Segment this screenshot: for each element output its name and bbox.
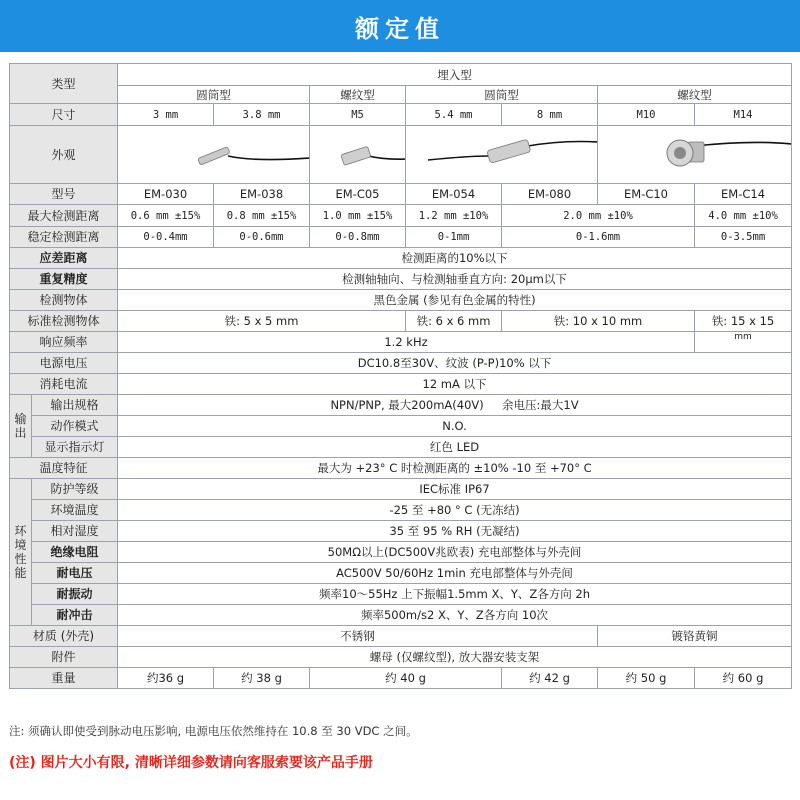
std-object-unit: mm (695, 332, 792, 353)
std-object-label: 标准检测物体 (10, 311, 118, 332)
size-cell: 5.4 mm (406, 104, 502, 126)
size-cell: M5 (310, 104, 406, 126)
thread-sensor-icon (312, 126, 406, 180)
output-spec-label: 输出规格 (32, 395, 118, 416)
std-object-cell: 铁: 10 x 10 mm (502, 311, 695, 332)
weight-cell: 约 60 g (695, 668, 792, 689)
sensor-image-c10-c14 (598, 126, 792, 184)
current-value: 12 mA 以下 (118, 374, 792, 395)
std-object-cell: 铁: 15 x 15 (695, 311, 792, 332)
accessory-label: 附件 (10, 647, 118, 668)
stable-distance-cell: 0-1mm (406, 227, 502, 248)
stable-distance-cell: 0-0.4mm (118, 227, 214, 248)
env-temp-value: -25 至 +80 ° C (无冻结) (118, 500, 792, 521)
withstand-value: AC500V 50/60Hz 1min 充电部整体与外壳间 (118, 563, 792, 584)
weight-cell: 约 42 g (502, 668, 598, 689)
max-distance-cell: 1.2 mm ±10% (406, 205, 502, 227)
max-distance-cell: 4.0 mm ±10% (695, 205, 792, 227)
weight-cell: 约 50 g (598, 668, 695, 689)
model-cell: EM-C14 (695, 184, 792, 205)
protection-value: IEC标准 IP67 (118, 479, 792, 500)
footnote: 注: 须确认即使受到脉动电压影响, 电源电压依然维持在 10.8 至 30 VDC 之间。 (9, 724, 418, 738)
stable-distance-cell: 0-1.6mm (502, 227, 695, 248)
max-distance-cell: 2.0 mm ±10% (502, 205, 695, 227)
weight-label: 重量 (10, 668, 118, 689)
repeat-label: 重复精度 (10, 269, 118, 290)
insulation-label: 绝缘电阻 (32, 542, 118, 563)
cylinder-sensor-icon (120, 126, 310, 180)
max-distance-label: 最大检测距离 (10, 205, 118, 227)
env-group-label: 环 境 性 能 (10, 479, 32, 626)
stable-distance-label: 稳定检测距离 (10, 227, 118, 248)
shock-label: 耐冲击 (32, 605, 118, 626)
std-object-cell: 铁: 6 x 6 mm (406, 311, 502, 332)
sensor-image-c05 (310, 126, 406, 184)
op-mode-label: 动作模式 (32, 416, 118, 437)
page-title: 额定值 (0, 0, 800, 52)
cylinder-sensor-icon (408, 126, 598, 180)
manual-warning: (注) 图片大小有限, 清晰详细参数请向客服索要该产品手册 (9, 755, 373, 771)
temp-char-label: 温度特征 (10, 458, 118, 479)
material-cell: 不锈钢 (118, 626, 598, 647)
op-mode-value: N.O. (118, 416, 792, 437)
response-value: 1.2 kHz (118, 332, 695, 353)
max-distance-cell: 1.0 mm ±15% (310, 205, 406, 227)
model-cell: EM-C10 (598, 184, 695, 205)
stable-distance-cell: 0-0.8mm (310, 227, 406, 248)
hysteresis-value: 检测距离的10%以下 (118, 248, 792, 269)
hysteresis-label: 应差距离 (10, 248, 118, 269)
model-cell: EM-038 (214, 184, 310, 205)
appearance-label: 外观 (10, 126, 118, 184)
shock-value: 频率500m/s2 X、Y、Z各方向 10次 (118, 605, 792, 626)
sensor-image-054-080 (406, 126, 598, 184)
temp-char-value: 最大为 +23° C 时检测距离的 ±10% -10 至 +70° C (118, 458, 792, 479)
object-value: 黑色金属 (参见有色金属的特性) (118, 290, 792, 311)
embedded-type: 埋入型 (118, 64, 792, 86)
type-cylinder-2: 圆筒型 (406, 86, 598, 104)
withstand-label: 耐电压 (32, 563, 118, 584)
repeat-value: 检测轴轴向、与检测轴垂直方向: 20μm以下 (118, 269, 792, 290)
rating-table (9, 63, 792, 689)
indicator-value: 红色 LED (118, 437, 792, 458)
indicator-label: 显示指示灯 (32, 437, 118, 458)
type-thread-1: 螺纹型 (310, 86, 406, 104)
size-cell: M14 (695, 104, 792, 126)
size-cell: 3.8 mm (214, 104, 310, 126)
model-cell: EM-080 (502, 184, 598, 205)
humidity-value: 35 至 95 % RH (无凝结) (118, 521, 792, 542)
voltage-label: 电源电压 (10, 353, 118, 374)
size-cell: 8 mm (502, 104, 598, 126)
sensor-image-030-038 (118, 126, 310, 184)
model-cell: EM-C05 (310, 184, 406, 205)
material-label: 材质 (外壳) (10, 626, 118, 647)
model-label: 型号 (10, 184, 118, 205)
weight-cell: 约 38 g (214, 668, 310, 689)
weight-cell: 约 40 g (310, 668, 502, 689)
max-distance-cell: 0.8 mm ±15% (214, 205, 310, 227)
thread-sensor-icon (600, 126, 792, 180)
model-cell: EM-030 (118, 184, 214, 205)
type-thread-2: 螺纹型 (598, 86, 792, 104)
vibration-value: 频率10～55Hz 上下振幅1.5mm X、Y、Z各方向 2h (118, 584, 792, 605)
size-cell: 3 mm (118, 104, 214, 126)
weight-cell: 约36 g (118, 668, 214, 689)
type-cylinder-1: 圆筒型 (118, 86, 310, 104)
env-temp-label: 环境温度 (32, 500, 118, 521)
stable-distance-cell: 0-3.5mm (695, 227, 792, 248)
protection-label: 防护等级 (32, 479, 118, 500)
material-cell: 镀铬黄铜 (598, 626, 792, 647)
output-group-label: 输 出 (10, 395, 32, 458)
stable-distance-cell: 0-0.6mm (214, 227, 310, 248)
object-label: 检测物体 (10, 290, 118, 311)
response-label: 响应频率 (10, 332, 118, 353)
vibration-label: 耐振动 (32, 584, 118, 605)
humidity-label: 相对湿度 (32, 521, 118, 542)
std-object-cell: 铁: 5 x 5 mm (118, 311, 406, 332)
size-cell: M10 (598, 104, 695, 126)
current-label: 消耗电流 (10, 374, 118, 395)
model-cell: EM-054 (406, 184, 502, 205)
accessory-value: 螺母 (仅螺纹型), 放大器安装支架 (118, 647, 792, 668)
type-label: 类型 (10, 64, 118, 104)
output-spec-value: NPN/PNP, 最大200mA(40V) 余电压:最大1V (118, 395, 792, 416)
size-label: 尺寸 (10, 104, 118, 126)
insulation-value: 50MΩ以上(DC500V兆欧表) 充电部整体与外壳间 (118, 542, 792, 563)
voltage-value: DC10.8至30V、纹波 (P-P)10% 以下 (118, 353, 792, 374)
max-distance-cell: 0.6 mm ±15% (118, 205, 214, 227)
